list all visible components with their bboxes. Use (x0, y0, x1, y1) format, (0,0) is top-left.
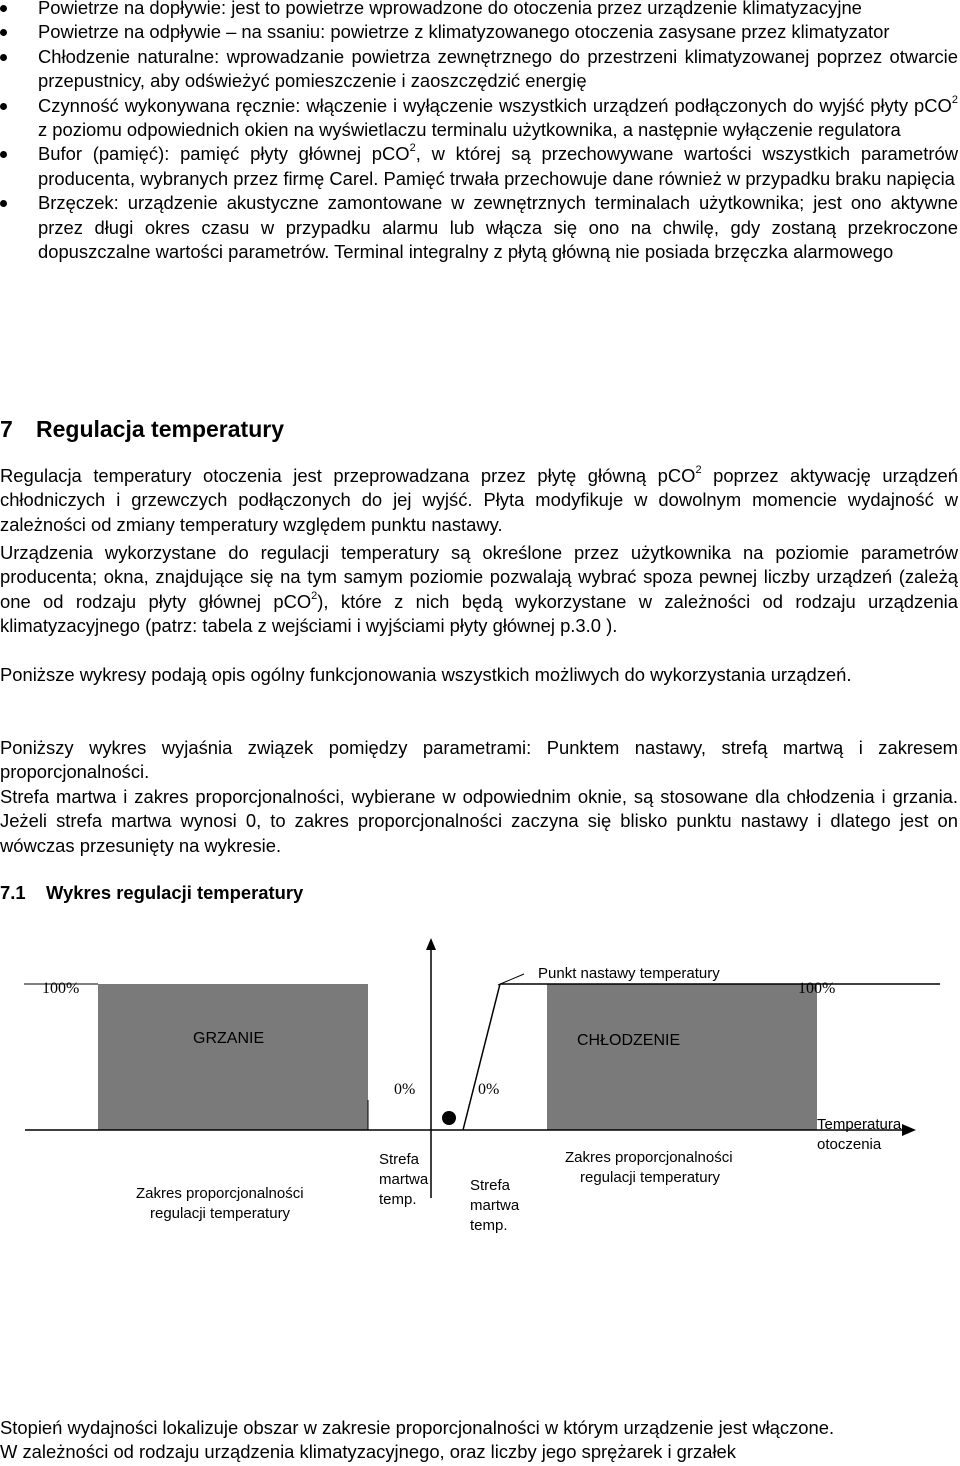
axis-label-line2: otoczenia (817, 1136, 882, 1153)
setpoint-label: Punkt nastawy temperatury (538, 965, 720, 982)
zero-left-label: 0% (394, 1081, 416, 1098)
axis-label-line1: Temperatura (817, 1116, 902, 1133)
bullet-icon (0, 29, 7, 36)
bullet-icon (0, 54, 7, 61)
zero-right-label: 0% (478, 1081, 500, 1098)
paragraph: Poniższe wykresy podają opis ogólny funkcjonowania wszystkich możliwych do wykorzystania urządzeń. (0, 664, 852, 685)
cooling-zone (547, 984, 817, 1130)
list-item: Brzęczek: urządzenie akustyczne zamontowane w zewnętrznych terminalach użytkownika; jest ono aktywne przez długi okres czasu w przypadku alarmu lub włącza się ono na chwilę, gdy zostaną przekroczone dopuszczalne wartości parametrów. Terminal integralny z płytą główną nie posiada brzęczka alarmowego (0, 191, 958, 264)
paragraph: W zależności od rodzaju urządzenia klimatyzacyjnego, oraz liczby jego sprężarek i grzałek (0, 1441, 736, 1462)
list-item: Bufor (pamięć): pamięć płyty głównej pCO$^2$, w której są przechowywane wartości wszystkich parametrów producenta, wybranych przez firmę Carel. Pamięć trwała przechowuje dane również w przypadku braku napięcia (0, 142, 958, 191)
left-100-label: 100% (42, 980, 80, 997)
list-item: Czynność wykonywana ręcznie: włączenie i wyłączenie wszystkich urządzeń podłączonych do wyjść płyty pCO$^2$ z poziomu odpowiednich okien na wyświetlaczu terminalu użytkownika, a następnie wyłączenie regulatora (0, 94, 958, 143)
cooling-label: CHŁODZENIE (577, 1032, 681, 1049)
section-heading: 7 Regulacja temperatury (0, 416, 284, 442)
paragraph: Poniższy wykres wyjaśnia związek pomiędzy parametrami: Punktem nastawy, strefą martwą i zakresem proporcjonalności. (0, 737, 958, 783)
subsection-heading: 7.1 Wykres regulacji temperatury (0, 882, 304, 903)
setpoint-arrow-icon (426, 938, 436, 950)
definitions-list (0, 0, 958, 264)
paragraph: Regulacja temperatury otoczenia jest przeprowadzana przez płytę główną pCO$^2$ poprzez aktywację urządzeń chłodniczych i grzewczych podłączonych do jej wyjść. Płyta modyfikuje w dowolnym momencie wydajność w zależności od zmiany temperatury względem punktu nastawy. (0, 463, 958, 535)
right-100-label: 100% (798, 980, 836, 997)
list-item: Powietrze na odpływie – na ssaniu: powietrze z klimatyzowanego otoczenia zasysane przez klimatyzator (0, 20, 958, 44)
setpoint-dot (442, 1111, 456, 1125)
paragraph: Strefa martwa i zakres proporcjonalności, wybierane w odpowiednim oknie, są stosowane dla chłodzenia i grzania. Jeżeli strefa martwa wynosi 0, to zakres proporcjonalności zaczyna się blisko punktu nastawy i dlatego jest on wówczas przesunięty na wykresie. (0, 786, 958, 856)
heating-zone (98, 984, 368, 1130)
paragraph: Stopień wydajności lokalizuje obszar w zakresie proporcjonalności w którym urządzenie jest włączone. (0, 1417, 835, 1438)
dead-zone-left-line3: temp. (379, 1191, 417, 1208)
prop-right-line1: Zakres proporcjonalności (565, 1149, 733, 1166)
dead-zone-left-line2: martwa (379, 1171, 429, 1188)
dead-zone-right-line3: temp. (470, 1217, 508, 1234)
bullet-icon (0, 151, 7, 158)
axis-arrow-icon (902, 1124, 916, 1136)
dead-zone-right-line1: Strefa (470, 1177, 511, 1194)
paragraph: Urządzenia wykorzystane do regulacji temperatury są określone przez użytkownika na poziomie parametrów producenta; okna, znajdujące się na tym samym poziomie pozwalają wybrać spoza pewnej liczby urządzeń (zależą one od rodzaju płyty głównej pCO$^2$), które z nich będą wykorzystane w zależności od rodzaju urządzenia klimatyzacyjnego (patrz: tabela z wejściami i wyjściami płyty głównej p.3.0 ). (0, 542, 958, 637)
bullet-icon (0, 103, 7, 110)
temperature-regulation-diagram (0, 930, 960, 1250)
bullet-icon (0, 5, 7, 12)
prop-left-line1: Zakres proporcjonalności (136, 1185, 304, 1202)
list-item: Powietrze na dopływie: jest to powietrze wprowadzone do otoczenia przez urządzenie klimatyzacyjne (0, 0, 958, 20)
bullet-icon (0, 200, 7, 207)
prop-right-line2: regulacji temperatury (580, 1169, 721, 1186)
dead-zone-left-line1: Strefa (379, 1151, 420, 1168)
dead-zone-right-line2: martwa (470, 1197, 520, 1214)
prop-left-line2: regulacji temperatury (150, 1205, 291, 1222)
heating-label: GRZANIE (193, 1030, 265, 1047)
list-item: Chłodzenie naturalne: wprowadzanie powietrza zewnętrznego do przestrzeni klimatyzowanej poprzez otwarcie przepustnicy, aby odświeżyć pomieszczenie i zaoszczędzić energię (0, 45, 958, 94)
cooling-ramp-line (463, 984, 500, 1130)
